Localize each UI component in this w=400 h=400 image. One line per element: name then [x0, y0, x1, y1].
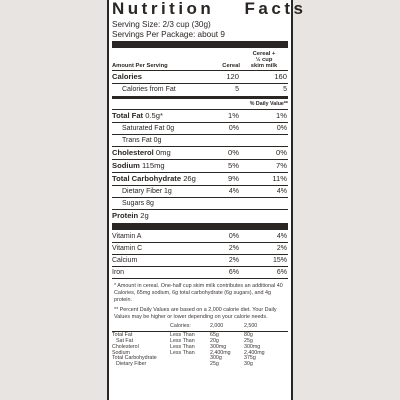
dv-table-row: Sodium Less Than 2,400mg 2,400mg — [112, 349, 265, 356]
calories-from-fat-row: Calories from Fat 5 5 — [122, 86, 287, 93]
cereal-milk-column-label: Cereal + ½ cup skim milk — [250, 51, 278, 69]
nutrient-row-sugars: Sugars 8g — [112, 198, 288, 210]
nutrient-row-dietary-fiber: Dietary Fiber 1g 4% 4% — [112, 186, 288, 198]
footnote-daily-values: ** Percent Daily Values are based on a 2,000 calorie diet. Your Daily Values may be higher or lower depending on your calorie needs. — [114, 307, 277, 320]
amount-per-serving-label: Amount Per Serving — [112, 63, 168, 69]
vitamin-row-a: Vitamin A 0% 4% — [112, 231, 288, 243]
nutrient-row-sodium: Sodium 115mg 5% 7% — [112, 160, 288, 173]
label-title: Nutrition Facts — [112, 0, 307, 18]
servings-per-package: Servings Per Package: about 9 — [112, 30, 225, 39]
column-header — [112, 49, 288, 71]
divider-medium — [112, 96, 288, 99]
nutrition-facts-label — [107, 0, 307, 400]
divider-thick — [112, 41, 288, 48]
nutrient-row-total-fat: Total Fat 0.5g* 1% 1% — [112, 110, 288, 123]
serving-size: Serving Size: 2/3 cup (30g) — [112, 20, 211, 29]
dv-table-row: Total Fat Less Than 65g 80g — [112, 332, 253, 339]
daily-value-table — [112, 324, 288, 368]
nutrient-row-total-carbohydrate: Total Carbohydrate 26g 9% 11% — [112, 173, 288, 186]
nutrient-row-cholesterol: Cholesterol 0mg 0% 0% — [112, 147, 288, 160]
cereal-column-label: Cereal — [222, 63, 240, 69]
dv-table-row: Dietary Fiber 25g 30g — [116, 360, 253, 367]
calories-row: Calories 120 160 — [112, 71, 288, 84]
dv-table-rule — [112, 331, 288, 332]
divider-thick-vitamins — [112, 223, 288, 230]
daily-value-header: % Daily Value** — [112, 100, 288, 110]
vitamin-row-c: Vitamin C 2% 2% — [112, 243, 288, 255]
dv-table-row: Total Carbohydrate 300g 375g — [112, 355, 256, 362]
vitamin-row-calcium: Calcium 2% 15% — [112, 255, 288, 267]
footnote-amount-in-cereal: * Amount in cereal. One-half cup skim milk contributes an additional 40 Calories, 65mg sodium, 6g total carbohydrate (6g sugars), and 4g protein. — [114, 283, 283, 303]
dv-table-row: Cholesterol Less Than 300mg 300mg — [112, 343, 261, 350]
dv-table-row: Sat Fat Less Than 20g 25g — [116, 338, 253, 345]
dv-table-head: Calories: 2,000 2,500 — [170, 323, 258, 329]
footnotes — [112, 283, 288, 321]
nutrient-row-saturated-fat: Saturated Fat 0g 0% 0% — [112, 123, 288, 135]
nutrient-row-protein: Protein 2g — [112, 211, 149, 220]
nutrient-row-trans-fat: Trans Fat 0g — [112, 135, 288, 147]
vitamin-row-iron: Iron 6% 6% — [112, 267, 288, 279]
